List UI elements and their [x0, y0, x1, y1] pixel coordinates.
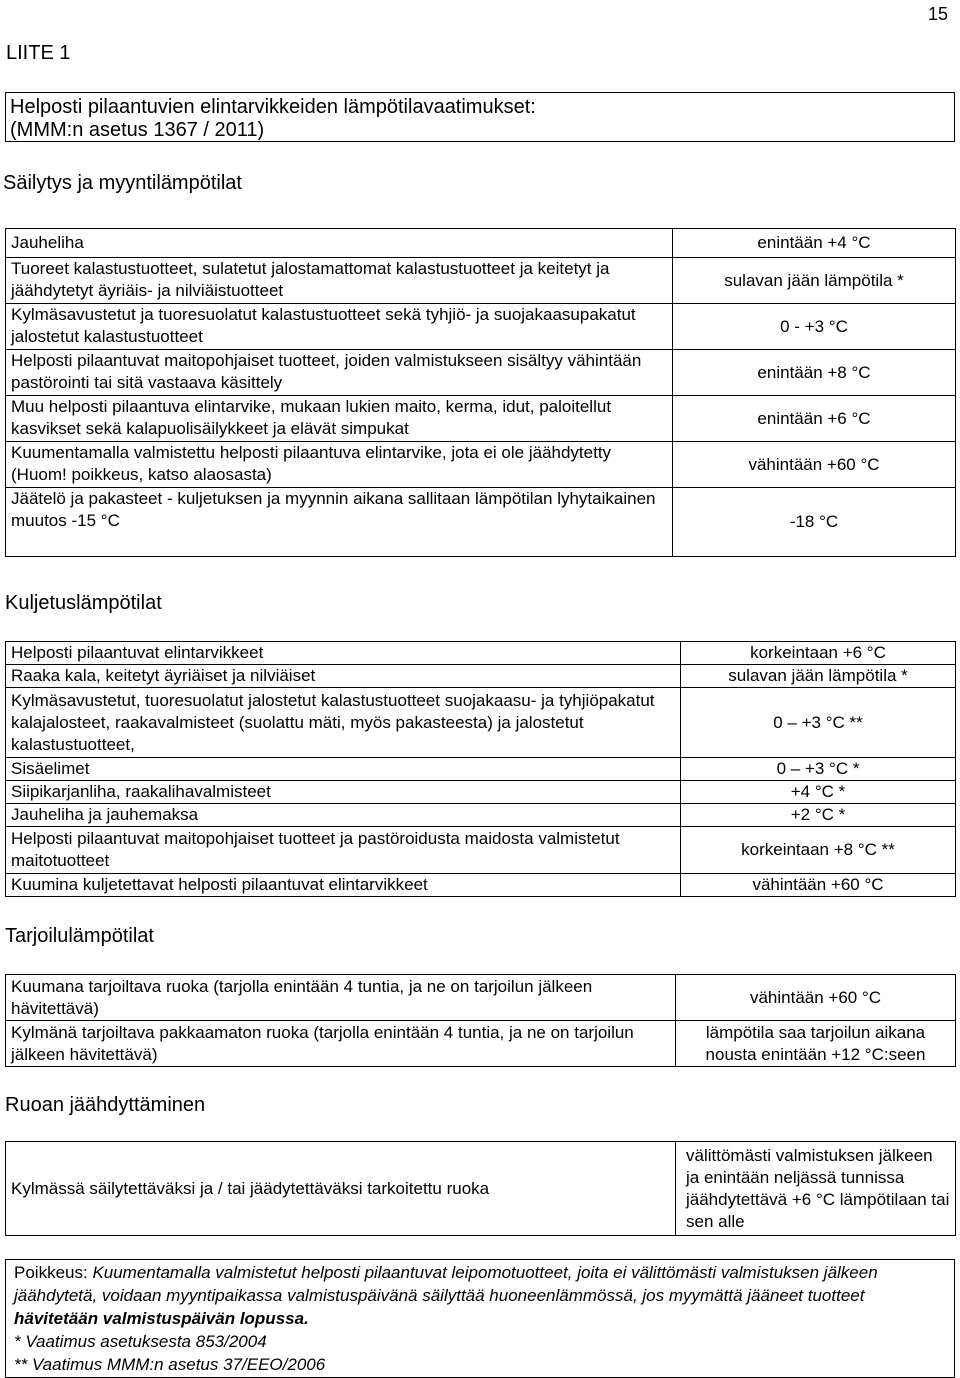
- temp-cell: korkeintaan +8 °C **: [681, 827, 956, 874]
- footnote-1: * Vaatimus asetuksesta 853/2004: [14, 1332, 267, 1351]
- exception-label: Poikkeus:: [14, 1263, 88, 1282]
- item-cell: Helposti pilaantuvat elintarvikkeet: [6, 642, 681, 665]
- temp-cell: sulavan jään lämpötila *: [681, 665, 956, 688]
- appendix-label: LIITE 1: [6, 42, 71, 64]
- temp-cell: +4 °C *: [681, 781, 956, 804]
- table-row: [6, 827, 956, 874]
- temp-cell: lämpötila saa tarjoilun aikana nousta enintään +12 °C:seen: [676, 1021, 956, 1067]
- item-cell: Kuumana tarjoiltava ruoka (tarjolla enintään 4 tuntia, ja ne on tarjoilun jälkeen hävitettävä): [6, 975, 676, 1021]
- item-cell: Helposti pilaantuvat maitopohjaiset tuotteet, joiden valmistukseen sisältyy vähintään pastörointi tai sitä vastaava käsittely: [6, 350, 673, 396]
- table-row: [6, 665, 956, 688]
- temp-cell: välittömästi valmistuksen jälkeen ja enintään neljässä tunnissa jäähdytettävä +6 °C lämpötilaan tai sen alle: [676, 1142, 956, 1236]
- temp-cell: korkeintaan +6 °C: [681, 642, 956, 665]
- temp-cell: enintään +8 °C: [673, 350, 956, 396]
- temp-cell: 0 - +3 °C: [673, 304, 956, 350]
- table-row: [6, 688, 956, 758]
- section-title-storage: Säilytys ja myyntilämpötilat: [3, 172, 242, 194]
- temp-cell: enintään +6 °C: [673, 396, 956, 442]
- table-row: [6, 804, 956, 827]
- table-row: [6, 229, 956, 258]
- exception-text: Kuumentamalla valmistetut helposti pilaantuvat leipomotuotteet, joita ei välittömästi valmistuksen jälkeen jäähdytetä, voidaan myyntipaikassa valmistuspäivänä säilyttää huoneenlämmössä, jos myymättä jääneet tuotteet: [14, 1263, 878, 1305]
- exception-note: [14, 1261, 946, 1330]
- exception-emphasis: hävitetään valmistuspäivän lopussa.: [14, 1309, 309, 1328]
- section-title-transport: Kuljetuslämpötilat: [5, 592, 162, 614]
- item-cell: Kylmäsavustetut, tuoresuolatut jalostetut kalastustuotteet suojakaasu- ja tyhjiöpakatut kalajalosteet, raakavalmisteet (suolattu mäti, myös pakasteesta) ja jalostetut kalastustuotteet,: [6, 688, 681, 758]
- item-cell: Tuoreet kalastustuotteet, sulatetut jalostamattomat kalastustuotteet ja keitetyt ja jäähdytetyt äyriäis- ja nilviäistuotteet: [6, 258, 673, 304]
- table-row: [6, 758, 956, 781]
- table-row: [6, 258, 956, 304]
- temp-cell: -18 °C: [673, 488, 956, 557]
- item-cell: Kylmänä tarjoiltava pakkaamaton ruoka (tarjolla enintään 4 tuntia, ja ne on tarjoilun jälkeen hävitettävä): [6, 1021, 676, 1067]
- table-row: [6, 874, 956, 897]
- page-number: 15: [928, 4, 949, 24]
- item-cell: Raaka kala, keitetyt äyriäiset ja nilviäiset: [6, 665, 681, 688]
- item-cell: Kuumina kuljetettavat helposti pilaantuvat elintarvikkeet: [6, 874, 681, 897]
- item-cell: Sisäelimet: [6, 758, 681, 781]
- table-row: [6, 304, 956, 350]
- document-heading: [5, 92, 955, 142]
- temp-cell: +2 °C *: [681, 804, 956, 827]
- temp-cell: vähintään +60 °C: [681, 874, 956, 897]
- table-row: [6, 350, 956, 396]
- table-row: [6, 488, 956, 557]
- temp-cell: 0 – +3 °C *: [681, 758, 956, 781]
- table-row: [6, 975, 956, 1021]
- item-cell: Jauheliha ja jauhemaksa: [6, 804, 681, 827]
- heading-line-2: (MMM:n asetus 1367 / 2011): [10, 119, 265, 141]
- serving-table: [5, 974, 956, 1067]
- section-title-serving: Tarjoilulämpötilat: [5, 925, 154, 947]
- item-cell: Kylmässä säilytettäväksi ja / tai jäädytettäväksi tarkoitettu ruoka: [6, 1142, 676, 1236]
- temp-cell: vähintään +60 °C: [676, 975, 956, 1021]
- item-cell: Jäätelö ja pakasteet - kuljetuksen ja myynnin aikana sallitaan lämpötilan lyhytaikainen muutos -15 °C: [6, 488, 673, 557]
- temp-cell: enintään +4 °C: [673, 229, 956, 258]
- section-title-cooling: Ruoan jäähdyttäminen: [5, 1094, 206, 1116]
- item-cell: Siipikarjanliha, raakalihavalmisteet: [6, 781, 681, 804]
- temp-cell: sulavan jään lämpötila *: [673, 258, 956, 304]
- cooling-table: [5, 1141, 956, 1236]
- temp-cell: vähintään +60 °C: [673, 442, 956, 488]
- table-row: [6, 1142, 956, 1236]
- table-row: [6, 642, 956, 665]
- footnote-2: ** Vaatimus MMM:n asetus 37/EEO/2006: [14, 1355, 326, 1374]
- table-row: [6, 781, 956, 804]
- item-cell: Muu helposti pilaantuva elintarvike, mukaan lukien maito, kerma, idut, paloitellut kasvikset sekä kalapuolisäilykkeet ja elävät simpukat: [6, 396, 673, 442]
- temp-cell: 0 – +3 °C **: [681, 688, 956, 758]
- item-cell: Kuumentamalla valmistettu helposti pilaantuva elintarvike, jota ei ole jäähdytetty (Huom! poikkeus, katso alaosasta): [6, 442, 673, 488]
- item-cell: Kylmäsavustetut ja tuoresuolatut kalastustuotteet sekä tyhjiö- ja suojakaasupakatut jalostetut kalastustuotteet: [6, 304, 673, 350]
- table-row: [6, 1021, 956, 1067]
- transport-table: [5, 641, 956, 897]
- footer-notes: [5, 1259, 955, 1378]
- table-row: [6, 442, 956, 488]
- heading-line-1: Helposti pilaantuvien elintarvikkeiden lämpötilavaatimukset:: [10, 96, 536, 118]
- storage-table: [5, 228, 956, 557]
- item-cell: Helposti pilaantuvat maitopohjaiset tuotteet ja pastöroidusta maidosta valmistetut maitotuotteet: [6, 827, 681, 874]
- item-cell: Jauheliha: [6, 229, 673, 258]
- table-row: [6, 396, 956, 442]
